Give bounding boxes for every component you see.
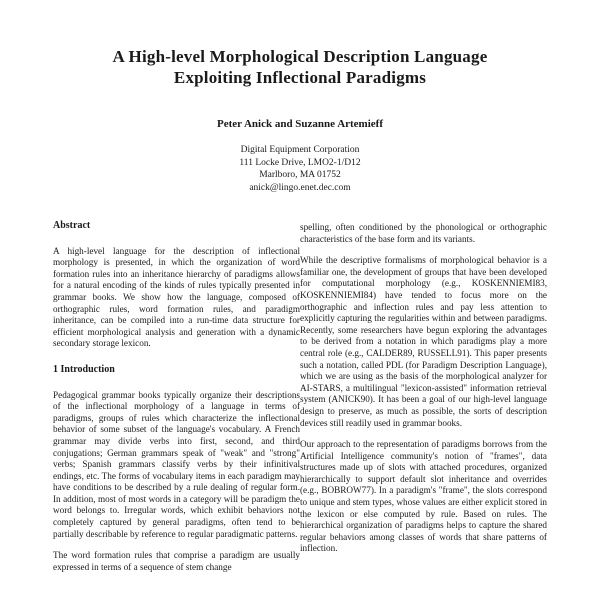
right-paragraph-3: Our approach to the representation of paradigms borrows from the Artificial Intelligence community's notion of "frames", data structures made up of slots with attached procedures, organized hierarchically to support default slot inheritance and overrides (e.g., BOBROW77). In a paradigm's "frame", the slots correspond to unique and stem types, whose values are either explicit stored in the lexicon or else computed by rule. Based on rules. The hierarchical organization of paradigms helps to capture the shared regular behaviors among classes of words that share patterns of inflection. — [300, 439, 547, 554]
affiliation-line-1: Digital Equipment Corporation — [240, 145, 360, 155]
paper-title — [0, 46, 600, 88]
author-affiliation — [0, 144, 600, 194]
abstract-heading: Abstract — [53, 220, 91, 231]
section-1-heading: 1 Introduction — [53, 363, 115, 375]
author-names: Peter Anick and Suzanne Artemieff — [216, 118, 383, 130]
section-1-paragraph-1: Pedagogical grammar books typically organize their descriptions of the inflectional morphology of a language in terms of paradigms, groups of rules which characterize the inflectional behavior of some subset of the language's vocabulary. A French grammar may divide verbs into first, second, and third conjugations; German grammars speak of "weak" and "strong" verbs; Spanish grammars classify verbs by their infinitival endings, etc. The forms of vocabulary items in each paradigm may have conditions to be described by a rule dealing of regular form. In addition, most of most words in a category will be paradigm the word belongs to. Irregular words, which exhibit behaviors not completely captured by general paradigms, often tend to be partially describable by reference to regular paradigmatic patterns. — [53, 389, 300, 539]
right-column — [300, 222, 547, 565]
title-line-2: Exploiting Inflectional Paradigms — [173, 68, 427, 87]
left-column — [53, 220, 300, 583]
title-line-1: A High-level Morphological Description Language — [112, 47, 488, 66]
author-email: anick@lingo.enet.dec.com — [249, 182, 351, 193]
affiliation-line-3: Marlboro, MA 01752 — [259, 170, 341, 180]
right-paragraph-2: While the descriptive formalisms of morphological behavior is a familiar one, the development of groups that have been developed for computational morphology (e.g., KOSKENNIEMI83, KOSKENNIEMI84) have tended to focus more on the orthographic and inflection rules and pay less attention to explicitly capturing the regularities within and between paradigms. Recently, some researchers have begun exploring the advantages to be derived from a notation in which paradigms play a more central role (e.g., CALDER89, RUSSELL91). This paper presents such a notation, called PDL (for Paradigm Description Language), which we are using as the basis of the morphological analyzer for AI-STARS, a multilingual "lexicon-assisted" information retrieval system (ANICK90). It has been a goal of our high-level language design to preserve, as much as possible, the sorts of description devices still readily used in grammar books. — [300, 255, 547, 428]
affiliation-line-2: 111 Locke Drive, LMO2-1/D12 — [239, 157, 361, 168]
section-1-paragraph-2: The word formation rules that comprise a paradigm are usually expressed in terms of a sequence of stem change — [53, 550, 300, 572]
abstract-text: A high-level language for the description of inflectional morphology is presented, in which the organization of word formation rules into an inheritance hierarchy of paradigms allows for a natural encoding of the kinds of rules typically presented in grammar books. We show how the language, composed of orthographic rules, word formation rules, and paradigm inheritance, can be compiled into a run-time data structure for efficient morphological analysis and generation with a dynamic secondary storage lexicon. — [53, 245, 300, 349]
right-paragraph-1: spelling, often conditioned by the phonological or orthographic characteristics of the base form and its variants. — [300, 222, 547, 244]
